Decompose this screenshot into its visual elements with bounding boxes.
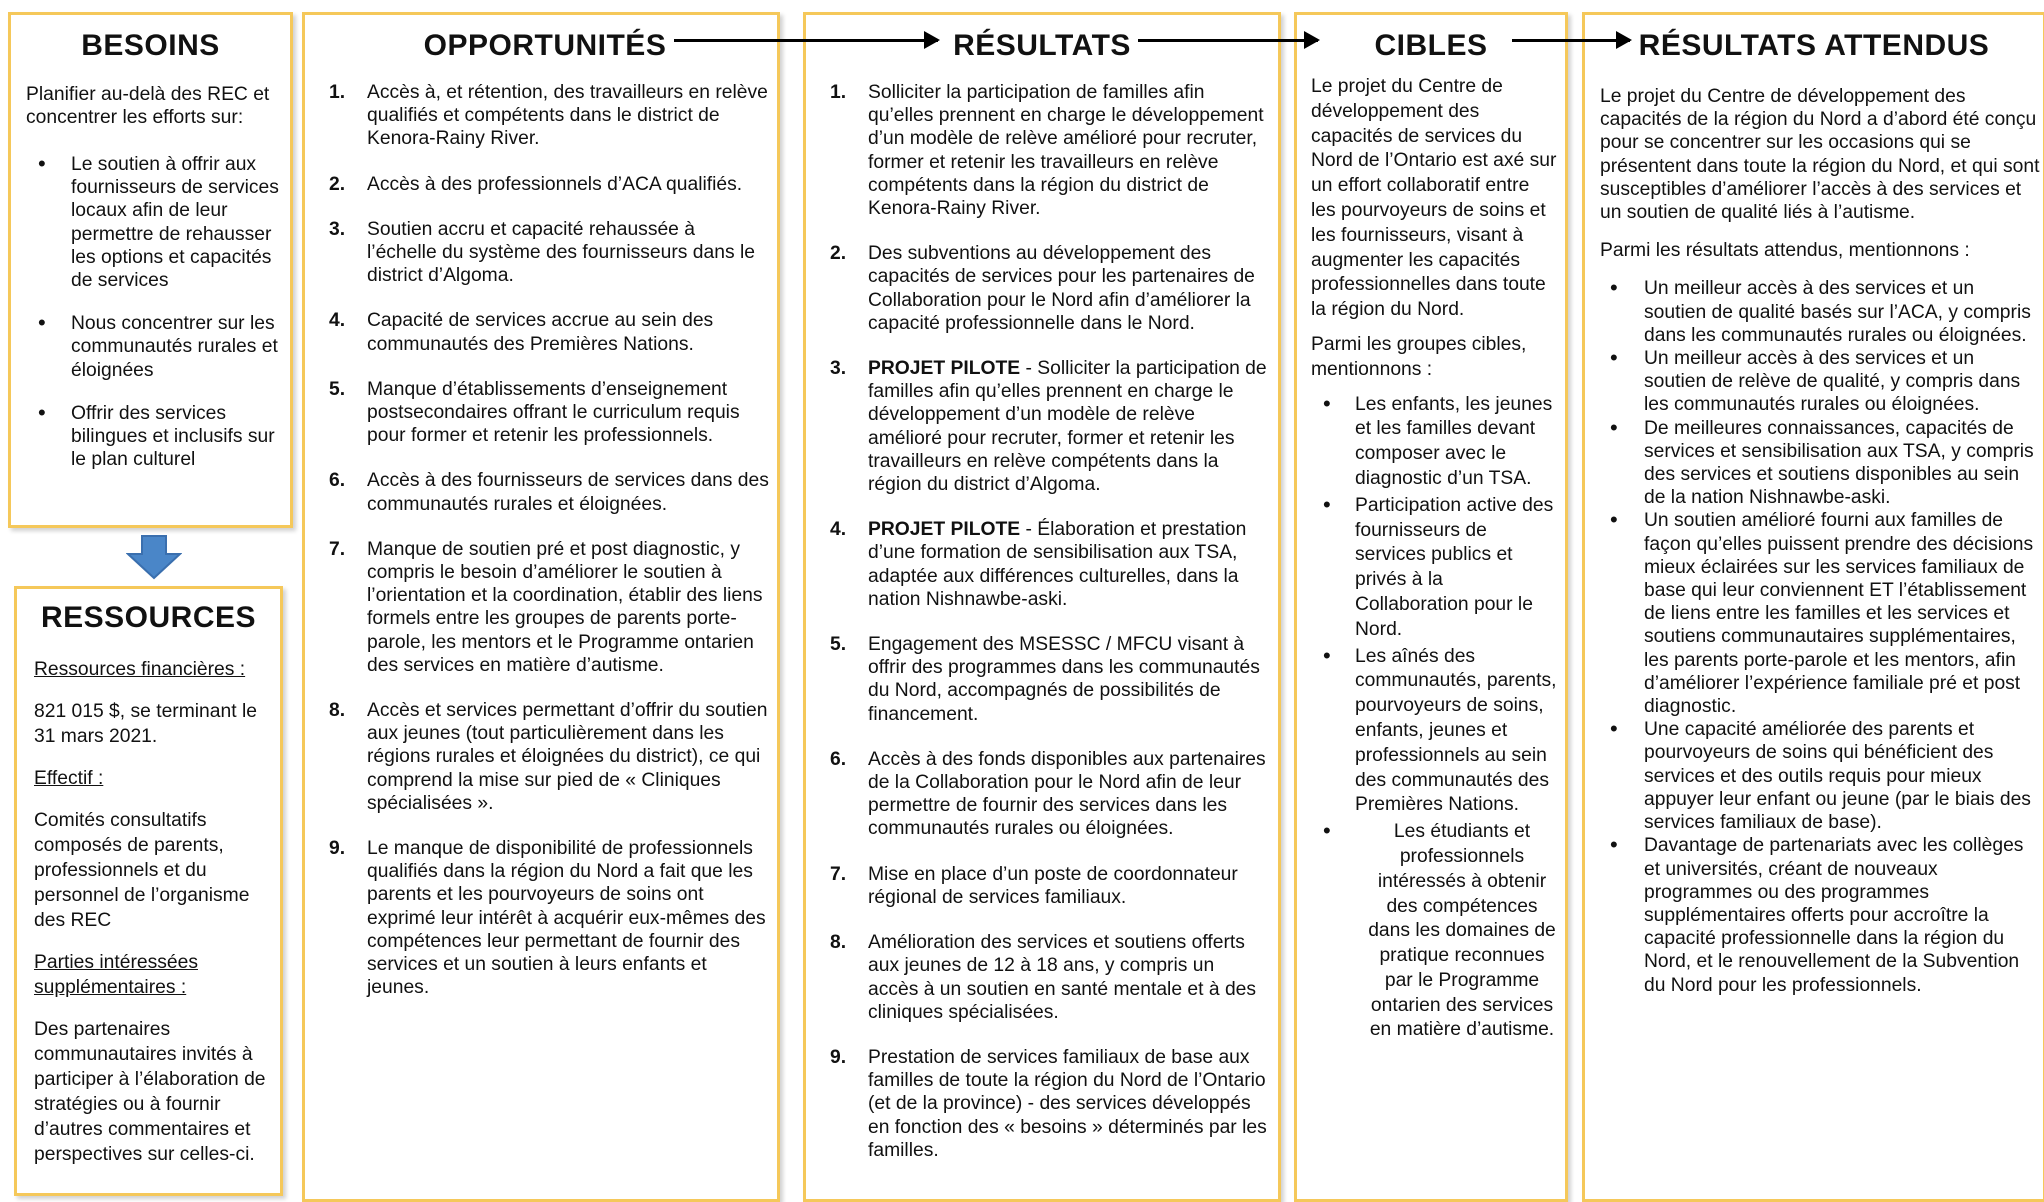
list-item: • Les enfants, les jeunes et les familles devant composer avec le diagnostic d’un TSA. [1311, 393, 1559, 492]
item-text: Accès à, et rétention, des travailleurs en relève qualifiés et compétents dans le district de Kenora-Rainy River. [367, 82, 768, 150]
list-item: • Les étudiants et professionnels intéressés à obtenir des compétences dans les domaines de pratique reconnues par le Programme ontarien des services en matière d’autisme. [1311, 820, 1559, 1043]
list-item [329, 837, 769, 999]
list-item: • Nous concentrer sur les communautés rurales et éloignées [26, 312, 288, 382]
item-number: 3. [830, 358, 847, 380]
list-item [329, 469, 769, 515]
item-text: Solliciter la participation de familles afin qu’elles prennent en charge le développement d’un modèle de relève amélioré pour recruter, former et retenir les travailleurs en relève compétents dans la région du district de Kenora-Rainy River. [868, 82, 1264, 220]
item-number: 6. [830, 748, 847, 770]
list-item [329, 699, 769, 815]
cibles-intro2: Parmi les groupes cibles, mentionnons : [1311, 333, 1527, 380]
item-highlight: PROJET PILOTE [868, 519, 1021, 541]
right-arrow-icon [1512, 39, 1630, 42]
item-text: Accès à des fonds disponibles aux partenaires de la Collaboration pour le Nord afin de leur permettre de fournir des services dans les communautés rurales ou éloignées. [868, 748, 1266, 840]
list-item [329, 81, 769, 151]
item-text: Manque de soutien pré et post diagnostic, y compris le besoin d’améliorer le soutien à l’orientation et la coordination, établir des liens formels entre les groupes de parents porte-parole, les mentors et le Programme ontarien des services en matière d’autisme. [367, 538, 763, 676]
item-number: 2. [329, 173, 346, 195]
resultats-list [830, 81, 1268, 1184]
stakeholders-text: Des partenaires communautaires invités à participer à l’élaboration de stratégies ou à fournir d’autres commentaires et perspectives sur celles-ci. [34, 1019, 266, 1165]
resultats-attendus-content [1600, 85, 2040, 997]
financial-text: 821 015 $, se terminant le 31 mars 2021. [34, 701, 257, 747]
item-text: Manque d’établissements d’enseignement postsecondaires offrant le curriculum requis pour former et retenir les professionnels. [367, 378, 740, 447]
list-item: • Un meilleur accès à des services et un soutien de relève de qualité, y compris dans les communautés rurales ou éloignées. [1600, 347, 2040, 417]
item-text: Mise en place d’un poste de coordonnateur régional de services familiaux. [868, 863, 1238, 908]
list-item [830, 1046, 1268, 1162]
list-item [830, 242, 1268, 335]
cibles-content [1311, 75, 1559, 1045]
ressources-content [34, 657, 274, 1167]
item-number: 5. [830, 634, 847, 656]
item-number: 2. [830, 243, 847, 265]
item-number: 1. [329, 82, 346, 103]
staff-text: Comités consultatifs composés de parents, professionnels et du personnel de l’organisme des REC [34, 810, 250, 931]
resultats-title: RÉSULTATS [953, 29, 1131, 62]
resultats-box [803, 12, 1281, 1202]
list-item: • Une capacité améliorée des parents et pourvoyeurs de soins qui bénéficient des services et des outils requis pour mieux appuyer leur enfant ou jeune (par le biais des services familiaux de base). [1600, 718, 2040, 834]
item-text: - Élaboration et prestation d’une formation de sensibilisation aux TSA, adaptée aux différences culturelles, dans la nation Nishnawbe-aski. [868, 519, 1247, 610]
financial-label: Ressources financières : [34, 659, 246, 680]
item-number: 1. [830, 82, 847, 103]
besoins-title: BESOINS [81, 29, 220, 62]
list-item [830, 748, 1268, 841]
item-number: 4. [830, 519, 847, 541]
item-text: Le manque de disponibilité de professionnels qualifiés dans la région du Nord a fait que les parents et les pourvoyeurs de soins ont exprimé leur intérêt à acquérir eux-mêmes des compétences leur permettant de fournir des services et un soutien à leurs enfants et jeunes. [367, 838, 766, 999]
stakeholders-label: Parties intéressées supplémentaires : [34, 952, 198, 998]
item-text: Amélioration des services et soutiens offerts aux jeunes de 12 à 18 ans, y compris un accès à un soutien en santé mentale et à des cliniques spécialisées. [868, 932, 1257, 1023]
list-item: • Offrir des services bilingues et inclusifs sur le plan culturel [26, 402, 288, 472]
item-number: 7. [830, 863, 847, 885]
list-item [329, 173, 769, 196]
item-number: 7. [329, 538, 346, 560]
item-text: Des subventions au développement des capacités de services pour les partenaires de Collaboration pour le Nord afin d’améliorer la capacité professionnelle dans le Nord. [868, 243, 1255, 334]
item-text: Capacité de services accrue au sein des communautés des Premières Nations. [367, 310, 714, 355]
list-item: • De meilleures connaissances, capacités de services et sensibilisation aux TSA, y compris des services et soutiens disponibles au sein de la nation Nishnawbe-aski. [1600, 417, 2040, 510]
item-number: 6. [329, 470, 346, 492]
list-item: • Un meilleur accès à des services et un soutien de qualité basés sur l’ACA, y compris dans les communautés rurales ou éloignées. [1600, 277, 2040, 347]
list-item [329, 218, 769, 288]
ra-intro2: Parmi les résultats attendus, mentionnons : [1600, 240, 1970, 262]
list-item: • Participation active des fournisseurs de services publics et privés à la Collaboration pour le Nord. [1311, 494, 1559, 643]
list-item [830, 357, 1268, 496]
besoins-box [8, 12, 293, 528]
list-item [329, 309, 769, 355]
list-item [329, 378, 769, 448]
cibles-title: CIBLES [1374, 29, 1488, 62]
item-number: 5. [329, 378, 346, 400]
staff-label: Effectif : [34, 768, 104, 789]
item-number: 8. [830, 932, 847, 954]
ressources-box [14, 586, 283, 1196]
item-number: 4. [329, 310, 346, 332]
list-item: • Le soutien à offrir aux fournisseurs de services locaux afin de leur permettre de rehausser les options et capacités de services [26, 153, 288, 292]
down-arrow-icon [126, 534, 182, 580]
item-number: 8. [329, 700, 346, 722]
cibles-box [1294, 12, 1568, 1202]
ra-intro: Le projet du Centre de développement des capacités de la région du Nord a d’abord été conçu pour se concentrer sur les occasions qui se présentent dans toute la région du Nord, et qui sont susceptibles d’améliorer l’accès à des services et un soutien de qualité liés à l’autisme. [1600, 86, 2040, 224]
ressources-title: RESSOURCES [40, 601, 257, 634]
list-item: • Un soutien amélioré fourni aux familles de façon qu’elles puissent prendre des décisions mieux éclairées sur les services familiaux de base qui leur conviennent ET l’établissement de liens entre les familles et les services et soutiens communautaires supplémentaires, les parents porte-parole et les mentors, afin d’améliorer l’expérience familiale pré et post diagnostic. [1600, 509, 2040, 718]
list-item [830, 863, 1268, 909]
list-item [830, 931, 1268, 1024]
resultats-attendus-box [1582, 12, 2044, 1202]
opportunites-box [302, 12, 780, 1202]
item-number: 3. [329, 218, 346, 240]
right-arrow-icon [674, 39, 938, 42]
list-item: • Davantage de partenariats avec les collèges et universités, créant de nouveaux programmes ou des programmes supplémentaires offerts pour accroître la capacité professionnelle dans la région du Nord, et le renouvellement de la Subvention du Nord pour les professionnels. [1600, 834, 2040, 996]
item-text: Accès à des professionnels d’ACA qualifiés. [367, 173, 743, 195]
item-number: 9. [329, 838, 346, 860]
item-text: Engagement des MSESSC / MFCU visant à offrir des programmes dans les communautés du Nord, accompagnés de possibilités de financement. [868, 634, 1260, 725]
item-highlight: PROJET PILOTE [868, 358, 1021, 380]
list-item [329, 538, 769, 677]
list-item [830, 633, 1268, 726]
item-text: Accès et services permettant d’offrir du soutien aux jeunes (tout particulièrement dans les régions rurales et éloignées du district), ce qui comprend la mise sur pied de « Cliniques spécialisées ». [367, 700, 768, 814]
resultats-attendus-title: RÉSULTATS ATTENDUS [1638, 29, 1990, 62]
besoins-intro: Planifier au-delà des REC et concentrer les efforts sur: [26, 84, 270, 129]
opportunites-list [329, 81, 769, 1022]
right-arrow-icon [1138, 39, 1318, 42]
besoins-list [26, 153, 288, 491]
item-text: Accès à des fournisseurs de services dans des communautés rurales et éloignées. [367, 470, 769, 515]
opportunites-title: OPPORTUNITÉS [423, 29, 667, 62]
list-item [830, 518, 1268, 611]
list-item: • Les aînés des communautés, parents, pourvoyeurs de soins, enfants, jeunes et professionnels au sein des communautés des Premières Nations. [1311, 645, 1559, 819]
item-text: Prestation de services familiaux de base aux familles de toute la région du Nord de l’Ontario (et de la province) - des services développés en fonction des « besoins » déterminés par les familles. [868, 1046, 1267, 1161]
item-text: - Solliciter la participation de familles afin qu’elles prennent en charge le développement d’un modèle de relève amélioré pour recruter, former et retenir les travailleurs en relève compétents dans la région du district d’Algoma. [868, 358, 1267, 496]
item-number: 9. [830, 1046, 847, 1068]
list-item [830, 81, 1268, 220]
cibles-intro: Le projet du Centre de développement des capacités de services du Nord de l’Ontario est axé sur un effort collaboratif entre les pourvoyeurs de soins et les fournisseurs, visant à augmenter les capacités professionnelles dans toute la région du Nord. [1311, 76, 1557, 321]
item-text: Soutien accru et capacité rehaussée à l’échelle du système des fournisseurs dans le district d’Algoma. [367, 218, 755, 287]
